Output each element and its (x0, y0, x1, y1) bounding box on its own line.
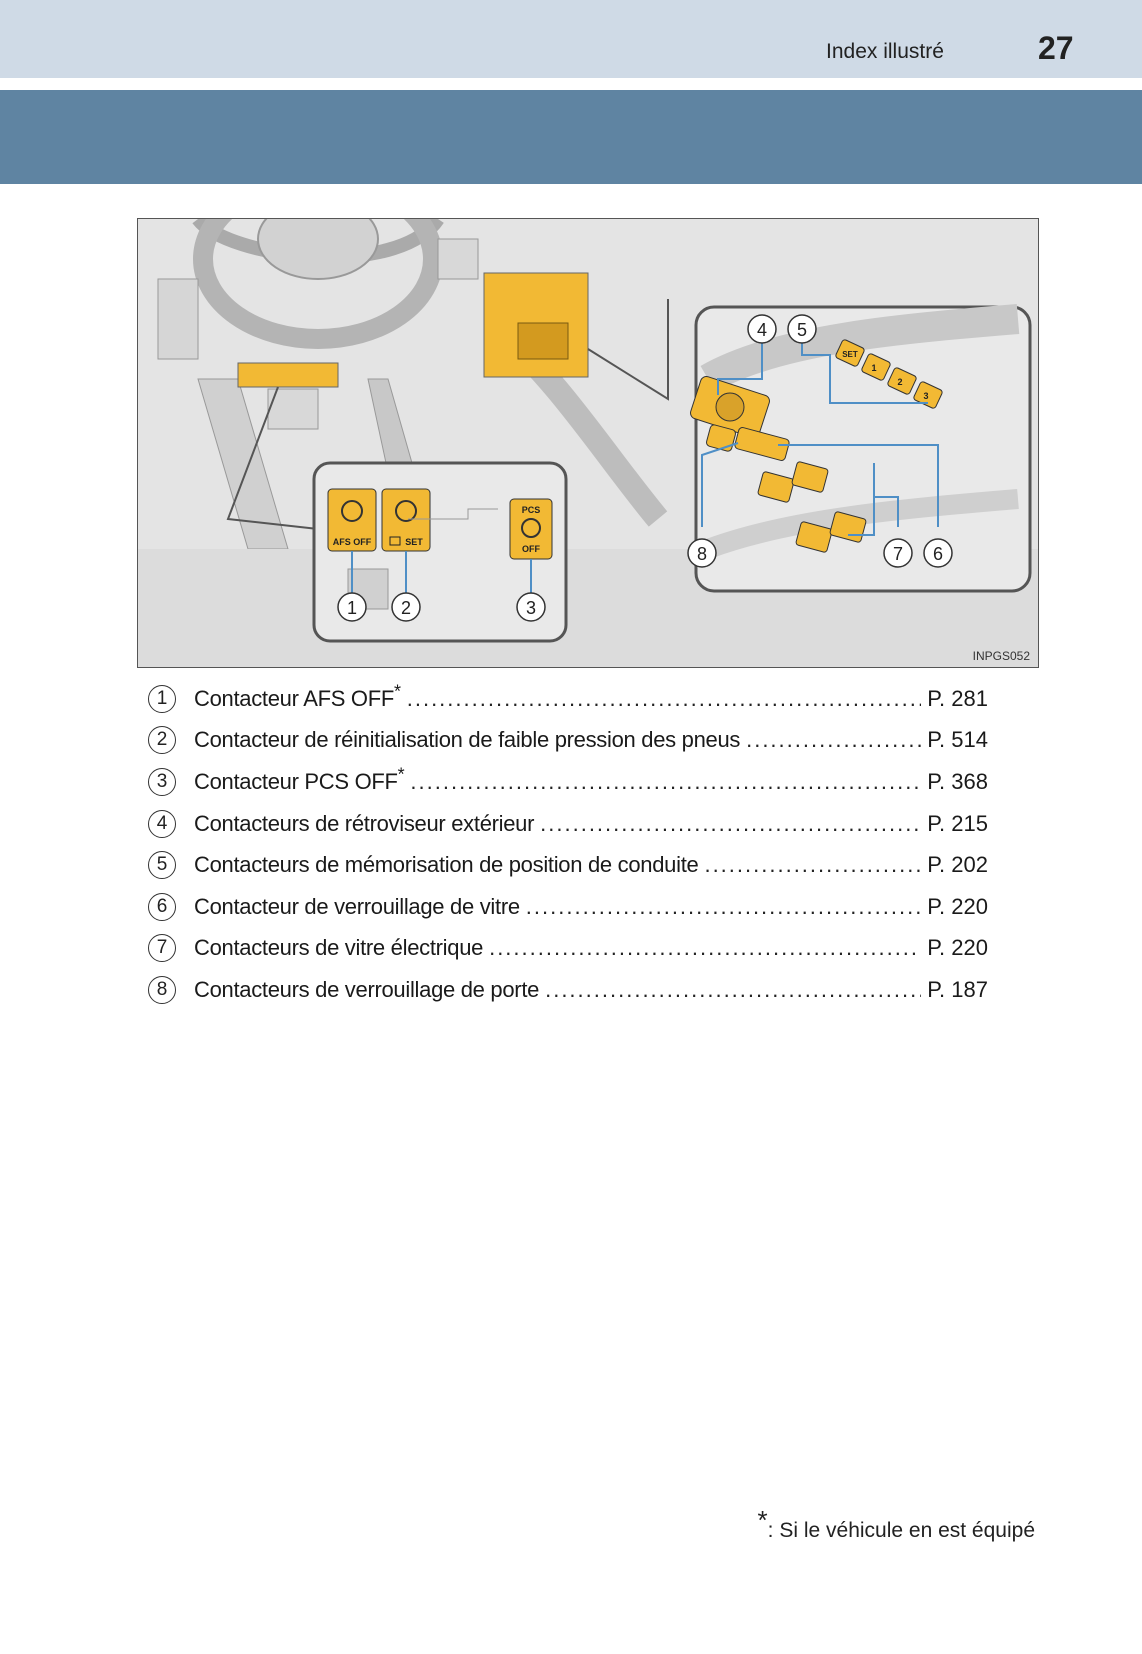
star-mark: * (394, 681, 401, 702)
page-number: 27 (1038, 30, 1074, 66)
afs-off-label: AFS OFF (332, 537, 372, 547)
item-label: Contacteur PCS OFF* (194, 764, 405, 794)
section-title: Index illustré (826, 40, 944, 63)
star-mark: * (397, 764, 405, 785)
interior-drawing (138, 219, 1038, 667)
callout-1 (338, 593, 366, 621)
svg-text:2: 2 (400, 598, 412, 618)
leader-dots (746, 727, 921, 753)
svg-text:5: 5 (796, 320, 808, 340)
item-label: Contacteur de verrouillage de vitre (194, 893, 520, 919)
illustration (137, 218, 1039, 668)
svg-text:6: 6 (932, 544, 944, 564)
item-number: 4 (148, 810, 176, 838)
svg-text:2: 2 (897, 377, 903, 387)
item-label: Contacteurs de mémorisation de position de conduite (194, 852, 699, 878)
list-item (148, 886, 988, 928)
svg-text:1: 1 (346, 598, 358, 618)
page-reference: P. 187 (927, 976, 988, 1002)
list-item (148, 844, 988, 886)
list-item (148, 761, 988, 803)
footnote (757, 1505, 1035, 1544)
set-label: SET (405, 537, 423, 547)
svg-text:3: 3 (525, 598, 537, 618)
page-reference: P. 220 (927, 935, 988, 961)
leader-dots (410, 769, 921, 795)
svg-text:4: 4 (756, 320, 768, 340)
callout-5 (788, 315, 816, 343)
page-reference: P. 202 (927, 852, 988, 878)
footnote-text: : Si le véhicule en est équipé (767, 1519, 1035, 1542)
item-label: Contacteur AFS OFF* (194, 681, 401, 711)
leader-dots (545, 977, 921, 1003)
item-label: Contacteur de réinitialisation de faible pression des pneus (194, 727, 741, 753)
page-reference: P. 281 (927, 685, 988, 711)
leader-dots (526, 894, 921, 920)
item-number: 3 (148, 768, 176, 796)
footnote-star: * (757, 1505, 768, 1535)
svg-text:SET: SET (842, 350, 858, 359)
svg-text:3: 3 (923, 391, 929, 401)
leader-dots (489, 935, 921, 961)
svg-text:7: 7 (892, 544, 904, 564)
afs-area-highlight (238, 363, 338, 387)
svg-text:1: 1 (871, 363, 877, 373)
leader-dots (407, 686, 921, 712)
item-label: Contacteurs de vitre électrique (194, 935, 484, 961)
callout-8 (688, 539, 716, 567)
item-number: 2 (148, 726, 176, 754)
pcs-label: PCS (521, 505, 541, 515)
item-label: Contacteurs de rétroviseur extérieur (194, 810, 535, 836)
page-reference: P. 514 (927, 727, 988, 753)
list-item (148, 969, 988, 1011)
leader-dots (540, 811, 921, 837)
list-item (148, 678, 988, 720)
page-reference: P. 215 (927, 810, 988, 836)
svg-text:8: 8 (696, 544, 708, 564)
callout-2 (392, 593, 420, 621)
item-number: 8 (148, 976, 176, 1004)
leader-dots (704, 852, 921, 878)
callout-4 (748, 315, 776, 343)
callout-3 (517, 593, 545, 621)
item-label: Contacteurs de verrouillage de porte (194, 976, 540, 1002)
figure-code: INPGS052 (972, 649, 1030, 663)
page-reference: P. 368 (927, 768, 988, 794)
list-item (148, 803, 988, 845)
callout-6 (924, 539, 952, 567)
header-gap (0, 78, 1142, 90)
item-number: 5 (148, 851, 176, 879)
item-number: 1 (148, 685, 176, 713)
list-item (148, 720, 988, 762)
index-list (148, 678, 988, 1011)
page-reference: P. 220 (927, 893, 988, 919)
item-number: 6 (148, 893, 176, 921)
header-band (0, 0, 1142, 78)
list-item (148, 928, 988, 970)
section-band (0, 90, 1142, 184)
item-number: 7 (148, 934, 176, 962)
callout-7 (884, 539, 912, 567)
pcs-off-label: OFF (522, 544, 540, 554)
